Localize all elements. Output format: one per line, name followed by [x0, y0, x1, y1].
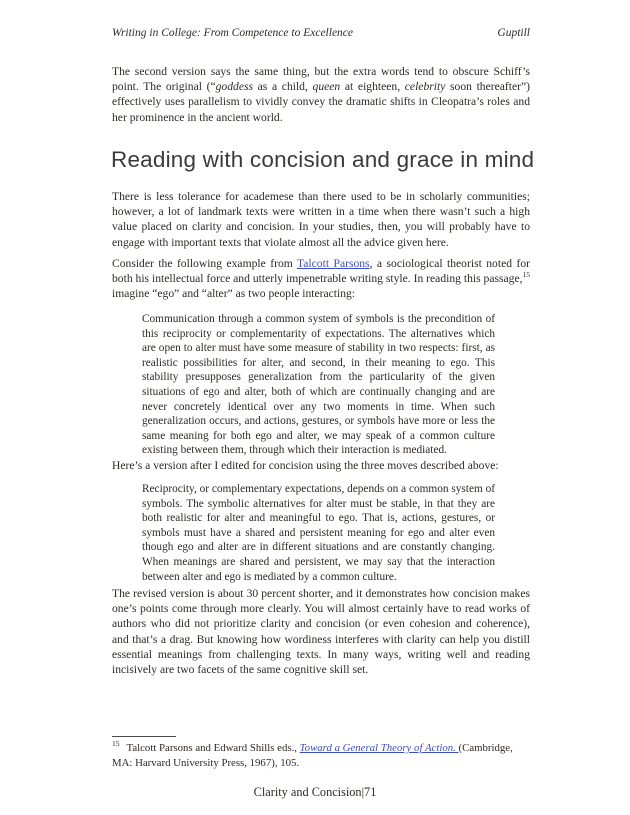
parsons-block-quote: Communication through a common system of symbols is the precondition of this reciprocity or complementarity of expectations. The alternatives which are open to alter must have some measure of stability in two respects: first, as realistic possibilities for alter, and second, in their meaning to ego. This stability presupposes generalization from the particularity of the given situations of ego and alter, both of which are continually changing and are never concretely identical over any two moments in time. When such generalization occurs, and actions, gestures, or symbols have more or less the same meaning for both ego and alter, we may speak of a common culture existing between them, through which their interaction is mediated.: [142, 313, 495, 457]
closing-paragraph: The revised version is about 30 percent shorter, and it demonstrates how concision makes one’s points come through more clearly. You will almost certainly have to read works of authors who did not prioritize clarity and concision (or even cohesion and coherence), and that’s a drag. But knowing how wordiness interferes with clarity can help you distill essential meanings from challenging texts. In many ways, writing well and reading incisively are two facets of the same cognitive skill set.: [112, 587, 530, 677]
running-header-author: Guptill: [497, 27, 530, 39]
footnote-separator-rule: [112, 736, 176, 737]
consider-paragraph: [112, 256, 530, 302]
intro-text-4: soon thereafter”) effectively uses parallelism to vividly convey the dramatic shifts in Cleopatra’s roles and her prominence in the ancient world.: [112, 80, 530, 124]
footnote-number: 15: [112, 739, 120, 749]
consider-text-3: imagine “ego” and “alter” as two people interacting:: [112, 287, 356, 301]
footnote-15: [112, 741, 530, 771]
intro-text-1: The second version says the same thing, but the extra words tend to obscure Schiff’s point. The original (“: [112, 65, 530, 94]
toward-general-theory-link[interactable]: Toward a General Theory of Action.: [299, 742, 459, 754]
intro-italic-goddess: goddess: [215, 80, 253, 94]
intro-paragraph: [112, 64, 530, 125]
running-header-book-title: Writing in College: From Competence to Excellence: [112, 27, 354, 39]
intro-text-3: at eighteen,: [340, 80, 405, 94]
talcott-parsons-link[interactable]: Talcott Parsons: [297, 257, 370, 270]
footnote-reference-15: 15: [522, 270, 530, 280]
intro-italic-celebrity: celebrity: [404, 80, 446, 94]
footnote-text-2: (Cambridge, MA: Harvard University Press, 1967), 105.: [112, 742, 513, 769]
revised-block-quote: Reciprocity, or complementary expectations, depends on a common system of symbols. The symbolic alternatives for alter must be stable, in that they are both realistic for alter and meaningful to ego. That is, actions, gestures, or symbols must have a shared and persistent meaning for ego and alter even though ego and alter are in different situations and are constantly changing. When meanings are shared and persistent, we may say that the interaction between alter and ego is mediated by a common culture.: [142, 483, 495, 583]
intro-italic-queen: queen: [312, 80, 341, 94]
intro-text-2: as a child,: [252, 80, 313, 94]
page-footer: Clarity and Concision|71: [253, 785, 377, 799]
footnote-text-1: Talcott Parsons and Edward Shills eds.,: [126, 742, 300, 754]
heres-version-paragraph: Here’s a version after I edited for concision using the three moves described above:: [112, 459, 499, 472]
consider-text-1: Consider the following example from: [112, 257, 298, 270]
tolerance-paragraph: There is less tolerance for academese than there used to be in scholarly communities; however, a lot of landmark texts were written in a time when there wasn’t such a high value placed on clarity and concision. In your studies, then, you will probably have to engage with important texts that violate almost all the advice given here.: [112, 190, 530, 249]
section-heading: Reading with concision and grace in mind: [111, 147, 535, 172]
running-header: [112, 27, 530, 39]
consider-text-2: , a sociological theorist noted for both his intellectual force and utterly impenetrable writing style. In reading this passage,: [112, 257, 530, 286]
